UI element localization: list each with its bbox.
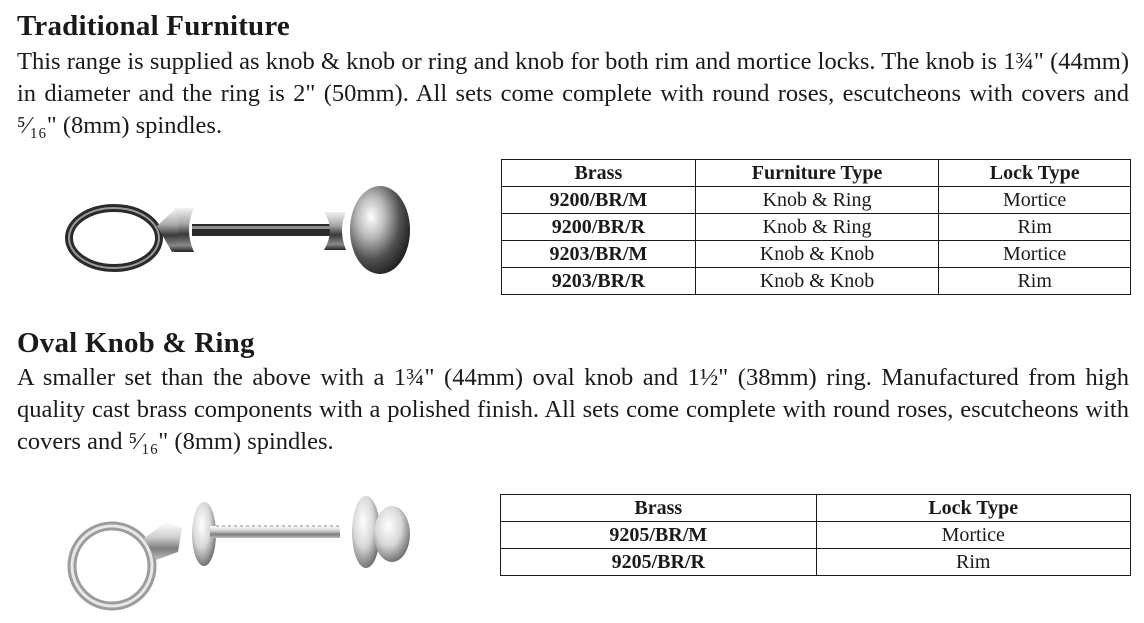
section-title-oval-knob-ring: Oval Knob & Ring (17, 327, 255, 359)
column-header-brass: Brass (502, 160, 696, 187)
furniture-type-cell: Knob & Knob (695, 241, 939, 268)
lock-type-cell: Mortice (939, 241, 1131, 268)
column-header-brass: Brass (501, 495, 817, 522)
traditional-furniture-table (501, 159, 1131, 295)
furniture-type-cell: Knob & Knob (695, 268, 939, 295)
lock-type-cell: Rim (816, 549, 1130, 576)
section-description-oval-knob-ring: A smaller set than the above with a 1¾" (44mm) oval knob and 1½" (38mm) ring. Manufactured from high quality cast brass components with a polished finish. All sets come complete with round roses, escutcheons with covers and ⁵⁄₁₆" (8mm) spindles. (17, 364, 1129, 455)
table-row (502, 214, 1131, 241)
table-row (502, 268, 1131, 295)
table-header-row (501, 495, 1131, 522)
oval-knob-and-ring-product-image (40, 476, 420, 612)
table-row (501, 522, 1131, 549)
furniture-type-cell: Knob & Ring (695, 214, 939, 241)
product-code-cell: 9203/BR/R (502, 268, 696, 295)
column-header-furniture-type: Furniture Type (695, 160, 939, 187)
knob-and-ring-product-image (62, 178, 418, 284)
section-description-traditional-furniture: This range is supplied as knob & knob or ring and knob for both rim and mortice locks. The knob is 1¾" (44mm) in diameter and the ring is 2" (50mm). All sets come complete with round roses, escutcheons with covers and ⁵⁄₁₆" (8mm) spindles. (17, 48, 1129, 139)
lock-type-cell: Rim (939, 214, 1131, 241)
lock-type-cell: Mortice (816, 522, 1130, 549)
lock-type-cell: Mortice (939, 187, 1131, 214)
furniture-type-cell: Knob & Ring (695, 187, 939, 214)
product-code-cell: 9200/BR/M (502, 187, 696, 214)
product-code-cell: 9205/BR/M (501, 522, 817, 549)
table-header-row (502, 160, 1131, 187)
section-title-traditional-furniture: Traditional Furniture (17, 10, 291, 42)
product-code-cell: 9200/BR/R (502, 214, 696, 241)
oval-knob-ring-table (500, 494, 1131, 576)
product-code-cell: 9205/BR/R (501, 549, 817, 576)
table-row (502, 241, 1131, 268)
table-row (502, 187, 1131, 214)
lock-type-cell: Rim (939, 268, 1131, 295)
column-header-lock-type: Lock Type (816, 495, 1130, 522)
table-row (501, 549, 1131, 576)
column-header-lock-type: Lock Type (939, 160, 1131, 187)
product-code-cell: 9203/BR/M (502, 241, 696, 268)
